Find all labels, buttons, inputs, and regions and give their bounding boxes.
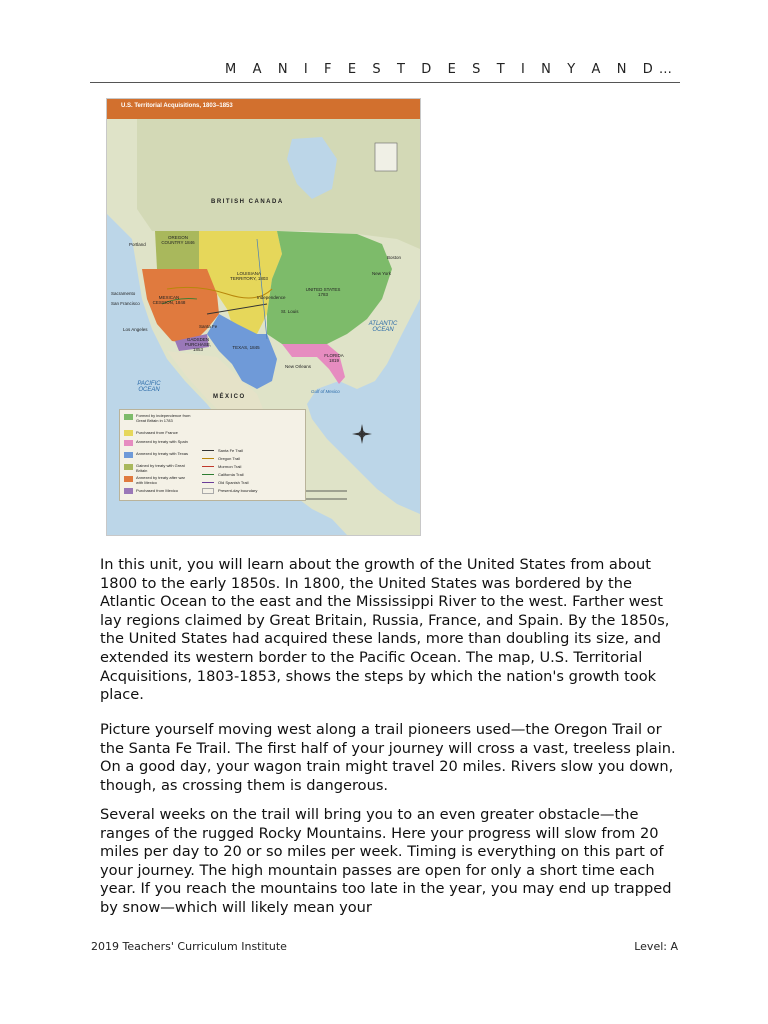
- legend-trail-1: Oregon Trail: [218, 456, 241, 461]
- label-new-orleans: New Orleans: [285, 364, 312, 369]
- legend-label-1: Purchased from France: [136, 430, 178, 435]
- legend-label-2: Annexed by treaty with Spain: [136, 439, 188, 444]
- label-louisiana: LOUISIANA TERRITORY, 1803: [230, 271, 268, 281]
- label-gulf-of-mexico: Gulf of Mexico: [311, 389, 340, 394]
- paragraph-trail: Picture yourself moving west along a trail pioneers used—the Oregon Trail or the Santa Fe Trail. The first half of your journey will cross a vast, treeless plain. On a good day, your wagon train might travel 20 miles. Rivers slow you down, though, as crossing them is dangerous.: [100, 721, 676, 794]
- territorial-acquisitions-map: [106, 98, 421, 536]
- label-los-angeles: Los Angeles: [123, 327, 148, 332]
- legend-trail-3: California Trail: [218, 472, 244, 477]
- legend-swatch-6: [124, 488, 133, 494]
- running-header: M A N I F E S T D E S T I N Y A N D…: [225, 62, 678, 77]
- map-title-bar: [107, 99, 420, 119]
- legend-line-3: [202, 474, 214, 475]
- label-st-louis: St. Louis: [281, 309, 299, 314]
- label-santa-fe: Santa Fe: [199, 324, 218, 329]
- paragraph-rockies: Several weeks on the trail will bring you to an even greater obstacle—the ranges of the rugged Rocky Mountains. Here your progress will slow from 20 miles per day to 20 or so miles per week. Timing is everything on this part of your journey. The high mountain passes are open for only a short time each year. If you reach the mountains too late in the year, you may end up trapped by snow—which will likely mean your: [100, 806, 672, 916]
- legend-swatch-2: [124, 440, 133, 446]
- label-gadsden: GADSDEN PURCHASE, 1853: [184, 337, 212, 352]
- label-united-states: UNITED STATES 1783: [305, 287, 341, 297]
- label-mexico: MÉXICO: [213, 394, 246, 400]
- legend-swatch-0: [124, 414, 133, 420]
- label-portland: Portland: [129, 242, 146, 247]
- legend-trail-5: Present-day boundary: [218, 488, 258, 493]
- map-title: U.S. Territorial Acquisitions, 1803–1853: [121, 103, 233, 109]
- legend-label-6: Purchased from Mexico: [136, 488, 179, 493]
- legend-label-3: Annexed by treaty with Texas: [136, 451, 188, 456]
- legend-label-0: Formed by independence from Great Britain in 1783: [136, 413, 191, 423]
- label-sacramento: Sacramento: [111, 291, 136, 296]
- legend-swatch-1: [124, 430, 133, 436]
- label-mexican-cession: MEXICAN CESSION, 1848: [152, 295, 186, 305]
- legend-swatch-boundary: [202, 488, 214, 494]
- label-new-york: New York: [372, 271, 392, 276]
- legend-line-1: [202, 458, 214, 459]
- legend-trail-4: Old Spanish Trail: [218, 480, 249, 485]
- footer-level: Level: A: [634, 940, 678, 953]
- legend-trail-2: Mormon Trail: [218, 464, 242, 469]
- label-boston: Boston: [387, 255, 402, 260]
- legend-label-5: Annexed by treaty after war with Mexico: [136, 475, 185, 485]
- legend-line-4: [202, 482, 214, 483]
- label-atlantic-ocean: ATLANTIC OCEAN: [368, 321, 398, 333]
- legend-line-2: [202, 466, 214, 467]
- label-pacific-ocean: PACIFIC OCEAN: [137, 381, 161, 393]
- legend-label-4: Gained by treaty with Great Britain: [136, 463, 185, 473]
- paragraph-intro: In this unit, you will learn about the growth of the United States from about 1800 to the early 1850s. In 1800, the United States was bordered by the Atlantic Ocean to the east and the Mississippi River to the west. Farther west lay regions claimed by Great Britain, Russia, France, and Spain. By the 1850s, the United States had acquired these lands, more than doubling its size, and extended its western border to the Pacific Ocean. The map, U.S. Territorial Acquisitions, 1803-1853, shows the steps by which the nation's growth took place.: [100, 556, 670, 704]
- legend-swatch-5: [124, 476, 133, 482]
- legend-swatch-4: [124, 464, 133, 470]
- legend-swatch-3: [124, 452, 133, 458]
- legend-trail-0: Santa Fe Trail: [218, 448, 243, 453]
- label-independence: Independence: [257, 295, 286, 300]
- map-legend: [119, 409, 306, 501]
- footer-copyright: 2019 Teachers' Curriculum Institute: [91, 940, 287, 953]
- label-florida: FLORIDA 1819: [324, 353, 344, 363]
- header-rule: [90, 82, 680, 83]
- label-british-canada: BRITISH CANADA: [211, 199, 284, 205]
- label-san-francisco: San Francisco: [111, 301, 140, 306]
- label-texas: TEXAS, 1845: [232, 345, 260, 350]
- label-oregon-country: OREGON COUNTRY 1846: [161, 235, 195, 245]
- legend-line-0: [202, 450, 214, 451]
